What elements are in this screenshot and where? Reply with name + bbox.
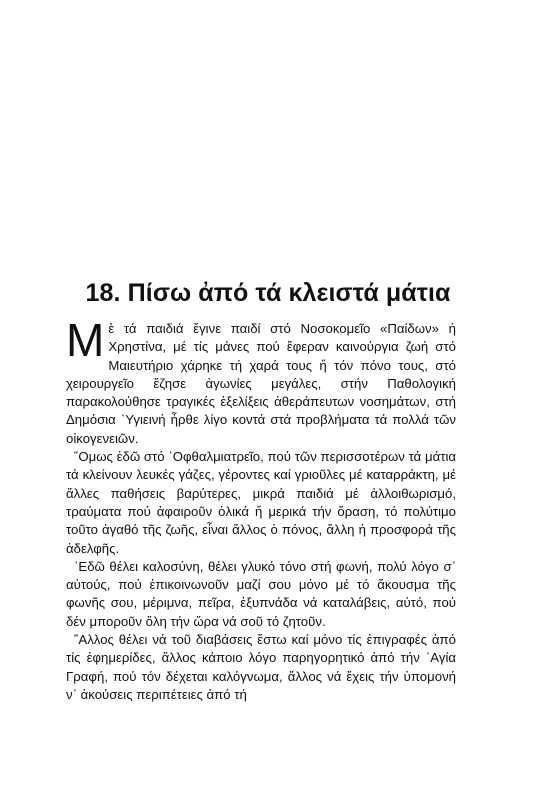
paragraph-2: ῞Ομως ἐδῶ στό ᾿Οφθαλμιατρεῖο, πού τῶν περισσοτέρων τά μάτια τά κλείνουν λευκές γάζες, γέροντες καί γριοῦλες μέ καταρράκτη, μέ ἄλλες παθήσεις βαρύτερες, μικρά παιδιά μέ ἀλλοιθωρισμό, τραύματα πού ἀφαιροῦν ὁλικά ἤ μερικά τήν ὅραση, τό πολύτιμο τοῦτο ἀγαθό τῆς ζωῆς, εἶναι ἄλλος ὁ πόνος, ἄλλη ἡ προσφορά τῆς ἀδελφῆς. xyxy=(66,449,456,556)
paragraph-1-text: ὲ τά παιδιά ἔγινε παιδί στό Νοσοκομεῖο «Παίδων» ἡ Χρηστίνα, μέ τίς μάνες πού ἔφεραν καινούργια ζωή στό Μαιευτήριο χάρηκε τή χαρά τους ἤ τόν πόνο τους, στό χειρουργεῖο ἔζησε ἀγωνίες μεγάλες, στήν Παθολογική παρακολούθησε τραγικές ἐξελίξεις ἀθεράπευτων νοσημάτων, στή Δημόσια ῾Υγιεινή ἦρθε λίγο κοντά στά προβλήματα τά πολλά τῶν οἰκογενειῶν. xyxy=(66,321,456,446)
chapter-body xyxy=(66,314,456,704)
paragraph-3: ᾿Εδῶ θέλει καλοσύνη, θέλει γλυκό τόνο στή φωνή, πολύ λόγο σ᾿ αὐτούς, πού ἐπικοινωνοῦν μαζί σου μόνο μέ τό ἄκουσμα τῆς φωνῆς σου, μέριμνα, πεῖρα, ἐξυπνάδα νά καταλάβεις, αὐτό, πού δέν μποροῦν ὅλη τήν ὥρα νά σοῦ τό ζητοῦν. xyxy=(66,558,456,629)
paragraph-4: ῎Αλλος θέλει νά τοῦ διαβάσεις ἔστω καί μόνο τίς ἐπιγραφές ἀπό τίς ἐφημερίδες, ἄλλος κάποιο λόγο παρηγορητικό ἀπό τήν ῾Αγία Γραφή, πού τόν δέχεται καλόγνωμα, ἄλλος νά ἔχεις τήν ὑπομονή ν᾿ ἀκούσεις περιπέτειες ἀπό τή xyxy=(66,632,456,702)
paragraph-1 xyxy=(66,314,456,448)
drop-cap: Μ xyxy=(66,314,105,366)
chapter-title: 18. Πίσω ἀπό τά κλειστά μάτια xyxy=(85,279,451,307)
